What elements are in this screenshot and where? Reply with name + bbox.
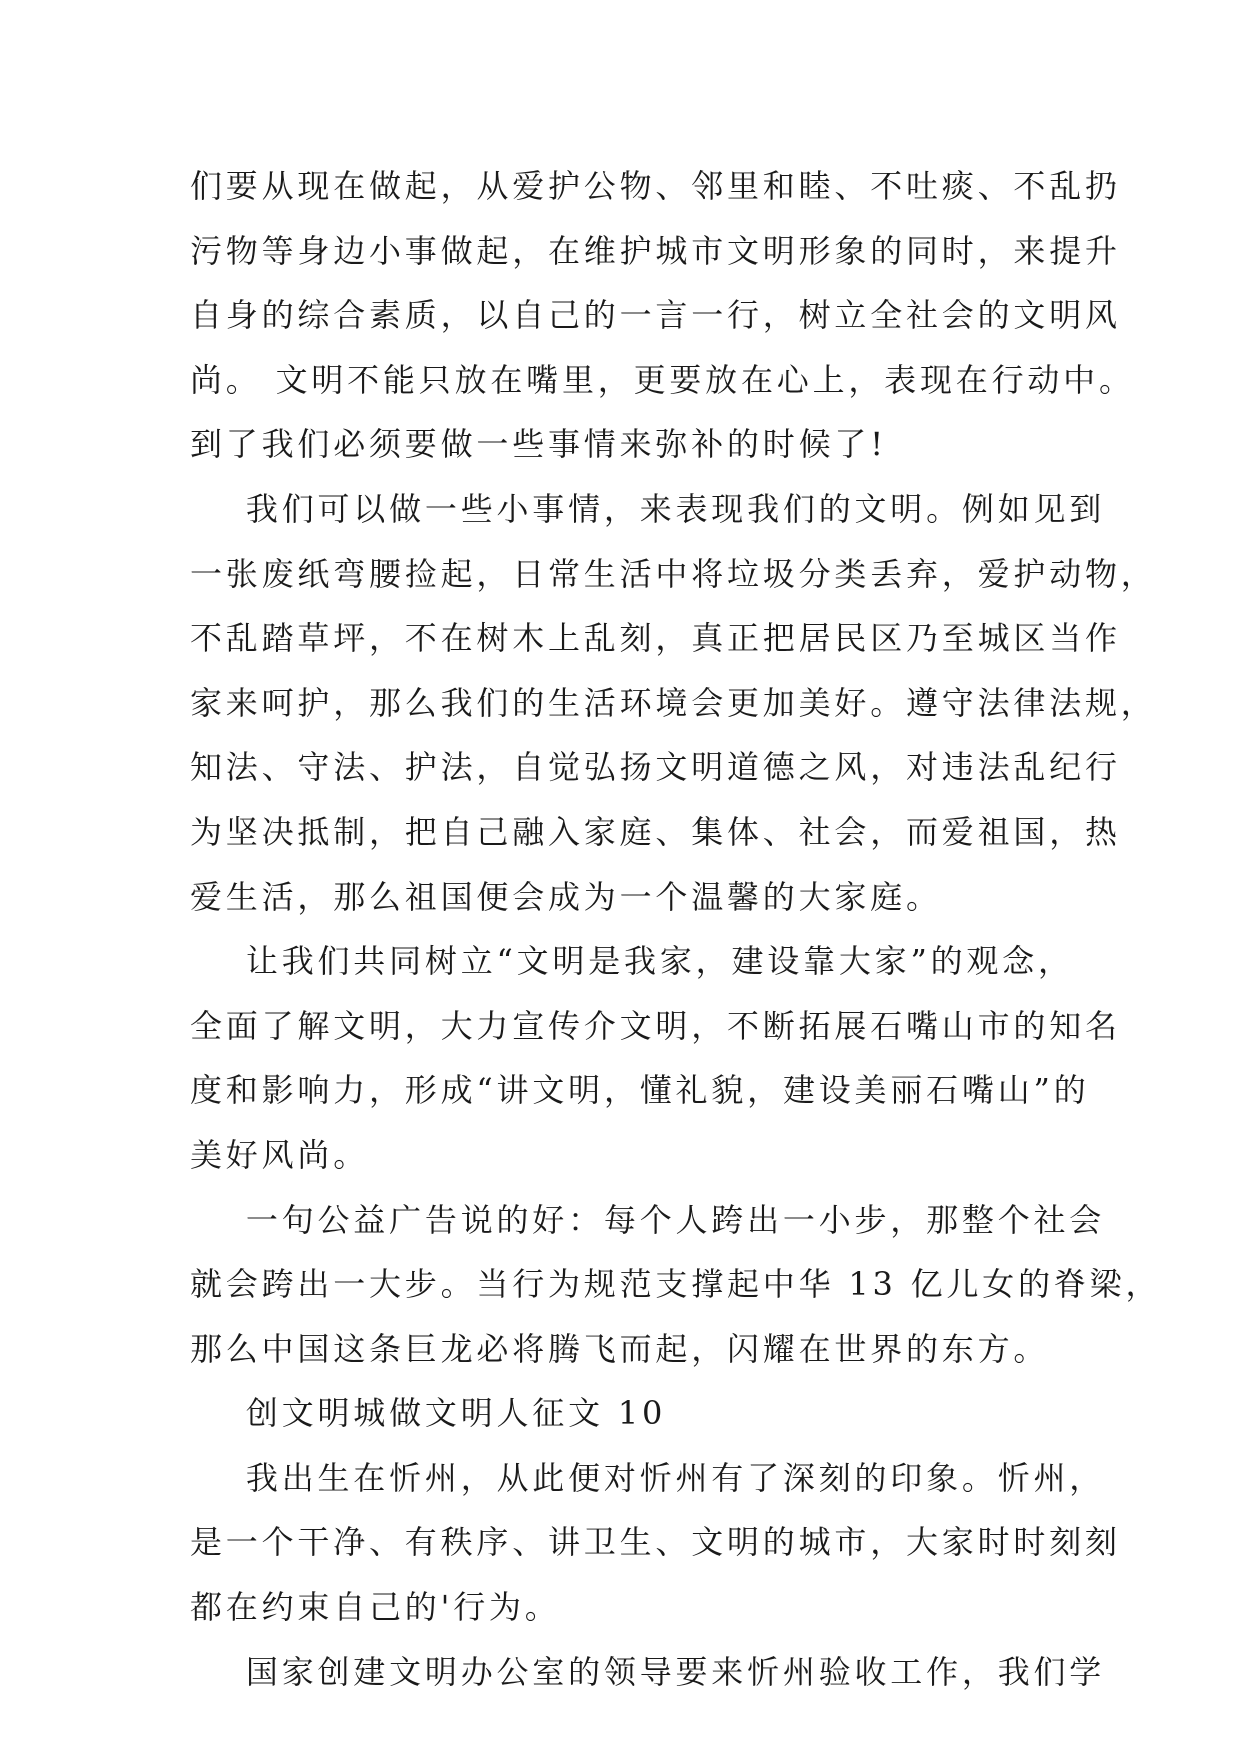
text-line: 不乱踏草坪，不在树木上乱刻，真正把居民区乃至城区当作 bbox=[190, 619, 1121, 658]
text-line: 我出生在忻州，从此便对忻州有了深刻的印象。忻州， bbox=[190, 1458, 1106, 1497]
text-line: 们要从现在做起，从爱护公物、邻里和睦、不吐痰、不乱扔 bbox=[190, 167, 1121, 205]
text-line: 让我们共同树立“文明是我家，建设靠大家”的观念， bbox=[190, 942, 1074, 981]
text-line: 尚。 文明不能只放在嘴里，更要放在心上，表现在行动中。 bbox=[190, 360, 1135, 399]
text-line: 全面了解文明，大力宣传介文明，不断拓展石嘴山市的知名 bbox=[190, 1006, 1121, 1045]
text-line: 一张废纸弯腰捡起，日常生活中将垃圾分类丢弃，爱护动物， bbox=[190, 554, 1157, 593]
text-line: 家来呵护，那么我们的生活环境会更加美好。遵守法律法规， bbox=[190, 683, 1157, 722]
text-line: 就会跨出一大步。当行为规范支撑起中华 13 亿儿女的脊梁， bbox=[190, 1265, 1162, 1304]
text-line: 我们可以做一些小事情，来表现我们的文明。例如见到 bbox=[190, 489, 1106, 528]
text-line: 那么中国这条巨龙必将腾飞而起，闪耀在世界的东方。 bbox=[190, 1329, 1050, 1368]
document-body bbox=[190, 154, 1162, 1704]
text-line: 美好风尚。 bbox=[190, 1135, 370, 1174]
text-line: 国家创建文明办公室的领导要来忻州验收工作，我们学 bbox=[190, 1652, 1106, 1691]
text-line: 都在约束自己的'行为。 bbox=[190, 1588, 561, 1627]
text-line: 一句公益广告说的好：每个人跨出一小步，那整个社会 bbox=[190, 1200, 1106, 1239]
text-line: 是一个干净、有秩序、讲卫生、文明的城市，大家时时刻刻 bbox=[190, 1523, 1121, 1562]
text-line: 自身的综合素质，以自己的一言一行，树立全社会的文明风 bbox=[190, 296, 1121, 335]
text-line: 知法、守法、护法，自觉弘扬文明道德之风，对违法乱纪行 bbox=[190, 748, 1121, 787]
text-line: 污物等身边小事做起，在维护城市文明形象的同时，来提升 bbox=[190, 231, 1121, 270]
text-line: 为坚决抵制，把自己融入家庭、集体、社会，而爱祖国，热 bbox=[190, 812, 1121, 851]
text-line: 到了我们必须要做一些事情来弥补的时候了! bbox=[190, 425, 887, 464]
text-line: 爱生活，那么祖国便会成为一个温馨的大家庭。 bbox=[190, 877, 942, 916]
text-line: 度和影响力，形成“讲文明，懂礼貌，建设美丽石嘴山”的 bbox=[190, 1071, 1090, 1110]
section-heading: 创文明城做文明人征文 10 bbox=[190, 1394, 667, 1433]
